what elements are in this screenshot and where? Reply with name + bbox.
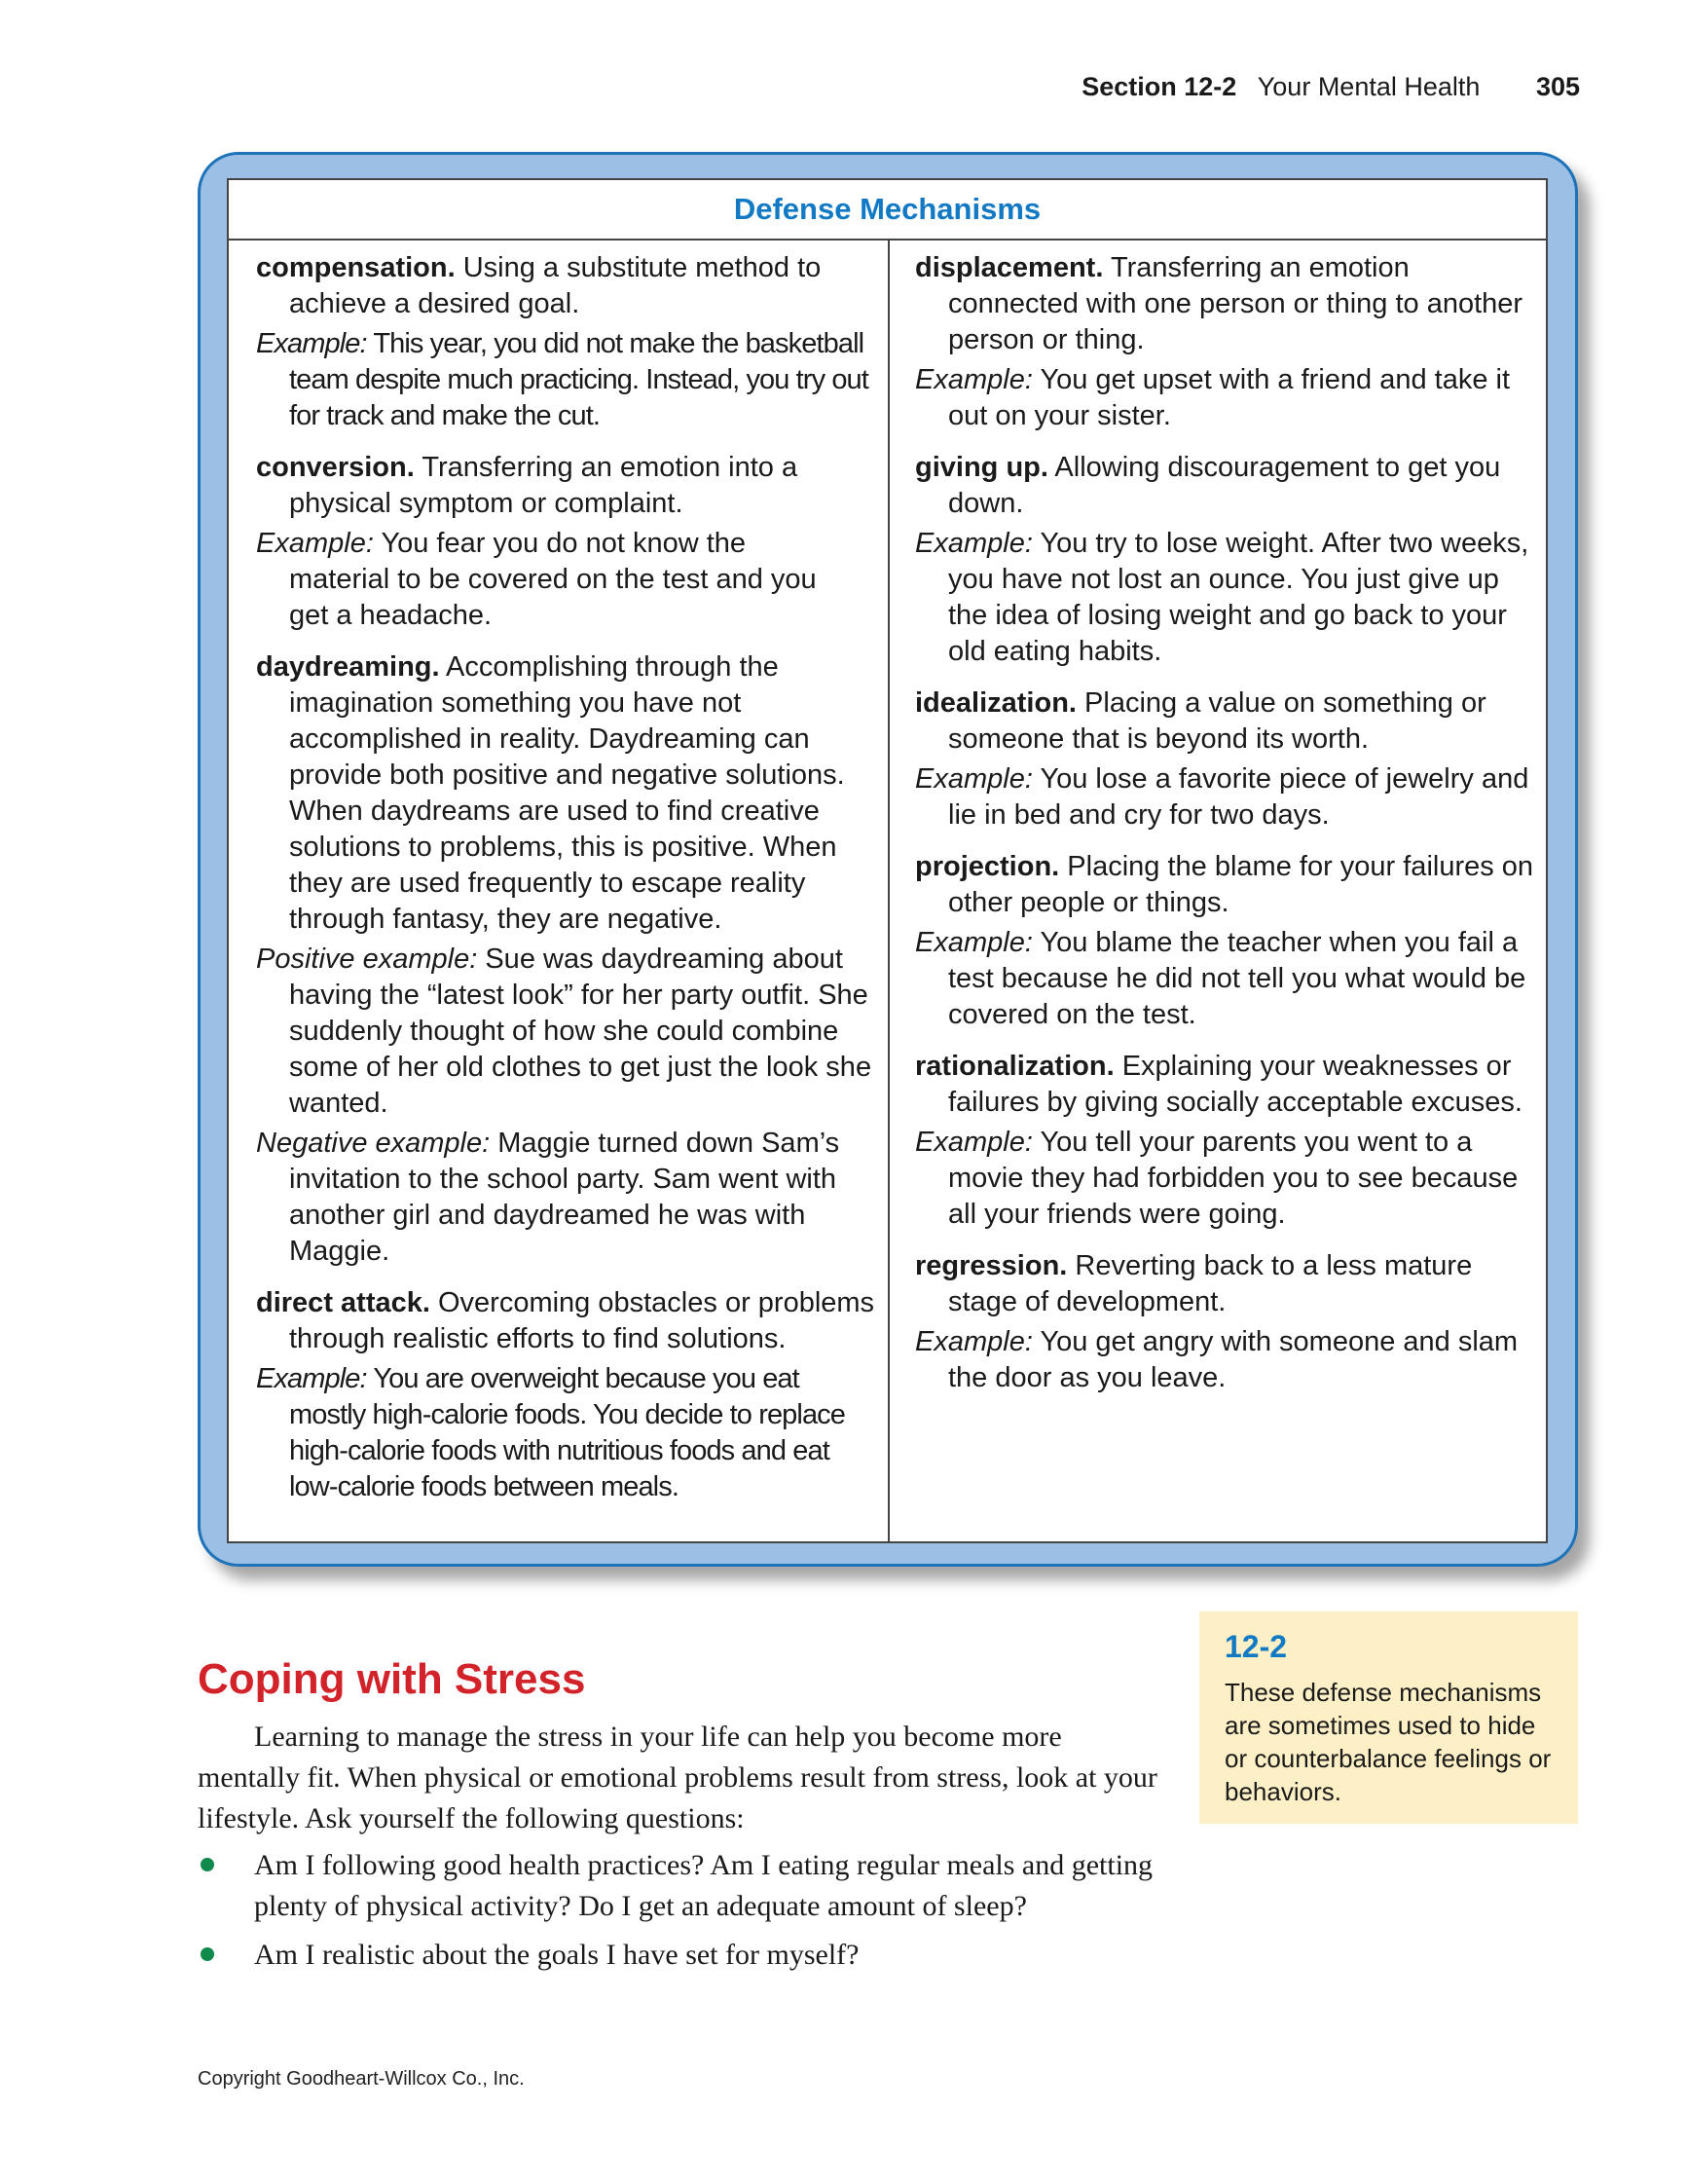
example-label: Example: (915, 1326, 1033, 1357)
entry-conversion (256, 450, 879, 634)
defense-mechanisms-box (227, 178, 1548, 1543)
note-number: 12-2 (1225, 1629, 1288, 1664)
term: conversion. (256, 452, 415, 483)
list-item: Am I following good health practices? Am I eating regular meals and getting plenty of physical activity? Do I get an adequate amount of sleep? (198, 1845, 1171, 1927)
term: rationalization. (915, 1051, 1115, 1082)
left-column (256, 250, 879, 1521)
list-item: Am I realistic about the goals I have set for myself? (198, 1935, 1171, 1976)
example-text: You are overweight because you eat mostly high-calorie foods. You decide to replace high-calorie foods with nutritious foods and eat low-calorie foods between meals. (289, 1363, 846, 1502)
definition: Transferring an emotion into a physical symptom or complaint. (289, 452, 798, 519)
page-header (1082, 72, 1580, 102)
example-label: Example: (915, 763, 1033, 795)
term: daydreaming. (256, 651, 440, 683)
definition: Reverting back to a less mature stage of development. (948, 1250, 1473, 1317)
term: giving up. (915, 452, 1048, 483)
example-label: Example: (915, 1127, 1033, 1158)
definition: Accomplishing through the imagination something you have not accomplished in reality. Daydreaming can provide both positive and negative solutions. When daydreams are used to find creative solutions to problems, this is positive. When they are used frequently to escape reality through fantasy, they are negative. (289, 651, 845, 935)
example-text: Sue was daydreaming about having the “latest look” for her party outfit. She suddenly thought of how she could combine some of her old clothes to get just the look she wanted. (289, 944, 872, 1119)
definition: Using a substitute method to achieve a desired goal. (289, 252, 822, 319)
note-text: These defense mechanisms are sometimes used to hide or counterbalance feelings or behaviors. (1225, 1678, 1552, 1806)
term: displacement. (915, 252, 1104, 283)
example-label: Example: (256, 528, 374, 559)
example-label: Example: (915, 927, 1033, 958)
term: idealization. (915, 687, 1077, 719)
page-number: 305 (1535, 72, 1580, 101)
term: direct attack. (256, 1287, 430, 1318)
column-divider (888, 241, 890, 1541)
question-list (198, 1845, 1171, 1976)
entry-rationalization (915, 1049, 1538, 1233)
definition: Overcoming obstacles or problems through realistic efforts to find solutions. (289, 1287, 875, 1354)
coping-body (198, 1717, 1171, 1976)
example-text: You lose a favorite piece of jewelry and lie in bed and cry for two days. (948, 763, 1529, 831)
section-number: Section 12-2 (1082, 72, 1237, 101)
example-text: Maggie turned down Sam’s invitation to the school party. Sam went with another girl and daydreamed he was with Maggie. (289, 1128, 840, 1267)
example-text: You try to lose weight. After two weeks, you have not lost an ounce. You just give up the idea of losing weight and go back to your old eating habits. (948, 528, 1529, 667)
right-column (915, 250, 1538, 1412)
entry-direct-attack (256, 1285, 879, 1505)
entry-displacement (915, 250, 1538, 434)
example-text: This year, you did not make the basketball team despite much practicing. Instead, you try out for track and make the cut. (289, 328, 868, 431)
example-text: You blame the teacher when you fail a test because he did not tell you what would be covered on the test. (948, 927, 1526, 1030)
definition: Allowing discouragement to get you down. (948, 452, 1501, 519)
negative-example-label: Negative example: (256, 1128, 491, 1159)
coping-heading: Coping with Stress (198, 1655, 586, 1703)
example-label: Example: (915, 364, 1033, 395)
entry-projection (915, 849, 1538, 1033)
margin-note (1199, 1611, 1578, 1824)
coping-paragraph: Learning to manage the stress in your life can help you become more mentally fit. When physical or emotional problems result from stress, look at your lifestyle. Ask yourself the following questions: (198, 1721, 1157, 1834)
example-label: Example: (915, 528, 1033, 559)
definition: Placing a value on something or someone that is beyond its worth. (948, 687, 1486, 755)
definition: Explaining your weaknesses or failures by giving socially acceptable excuses. (948, 1051, 1522, 1118)
definition: Placing the blame for your failures on other people or things. (948, 851, 1534, 918)
example-label: Example: (256, 328, 367, 359)
example-label: Example: (256, 1363, 367, 1394)
entry-regression (915, 1248, 1538, 1396)
term: compensation. (256, 252, 456, 283)
example-text: You get upset with a friend and take it out on your sister. (948, 364, 1511, 431)
entry-daydreaming (256, 649, 879, 1270)
example-text: You fear you do not know the material to be covered on the test and you get a headache. (289, 528, 817, 631)
copyright-footer: Copyright Goodheart-Willcox Co., Inc. (198, 2068, 525, 2090)
positive-example-label: Positive example: (256, 944, 478, 975)
bullet-icon (201, 1947, 214, 1961)
example-text: You tell your parents you went to a movie they had forbidden you to see because all your friends were going. (948, 1127, 1519, 1230)
entry-giving-up (915, 450, 1538, 670)
box-title: Defense Mechanisms (229, 180, 1546, 241)
definition: Transferring an emotion connected with one person or thing to another person or thing. (948, 252, 1523, 355)
entry-compensation (256, 250, 879, 434)
example-text: You get angry with someone and slam the door as you leave. (948, 1326, 1519, 1393)
term: projection. (915, 851, 1060, 882)
section-title: Your Mental Health (1257, 72, 1481, 101)
entry-idealization (915, 685, 1538, 833)
term: regression. (915, 1250, 1068, 1281)
bullet-icon (201, 1858, 214, 1871)
